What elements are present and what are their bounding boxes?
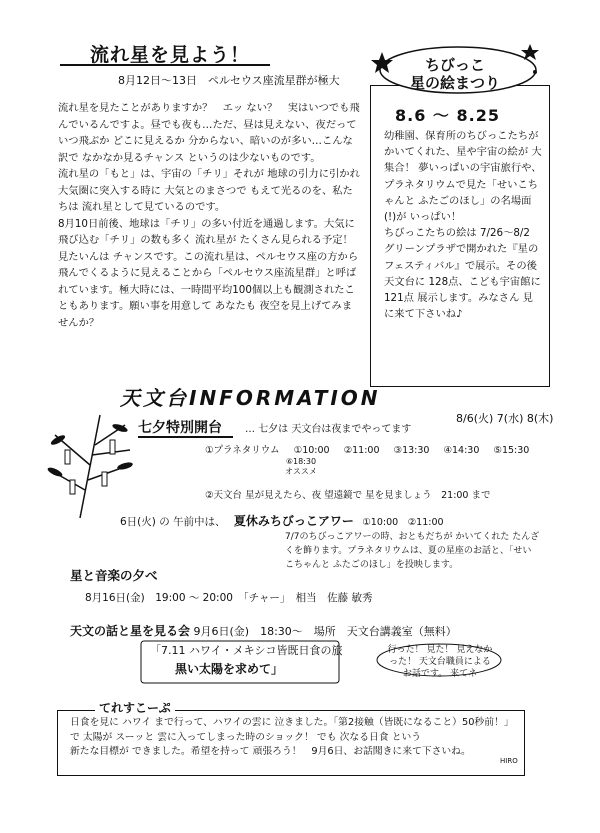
kids-paragraph: ちびっこたちの絵は 7/26〜8/2 グリーンプラザで開かれた『星のフェスティバル』で展示。その後 天文台に 128点、こども宇宙館に 121点 展示します。みなさん 見に来て下さいね♪ — [384, 227, 541, 321]
information-dates: 8/6(火) 7(水) 8(木) — [456, 412, 554, 425]
meteor-article-title: 流れ星を見よう！ — [90, 44, 251, 66]
kids-title-line1: ちびっこ — [424, 56, 485, 74]
observatory-schedule — [205, 487, 491, 501]
news-line: 日食を見に ハワイ まで行って、ハワイの雲に 泣きました。「第2接触（皆既になること）50秒前！」で 太陽が スーッと 雲に入ってしまった時のショック！ でも 次なる日食 という — [70, 717, 514, 743]
title-underline — [138, 436, 233, 438]
summer-times: ①10:00 ②11:00 — [362, 517, 444, 528]
kids-title-line2: 星の絵まつり — [409, 74, 500, 92]
meteor-article-subtitle: 8月12日〜13日 ペルセウス座流星群が極大 — [118, 74, 340, 87]
kids-paragraph: 幼稚園、保育所のちびっこたちが かいてくれた、星や宇宙の絵が 大集合！ 夢いっぱいの宇宙旅行や、プラネタリウムで見た「せいこちゃんと ふたごのほし」の名場面(!)が いっぱい！ — [384, 130, 542, 224]
speech-bubble-text: 行った！ 見た！ 見えなかった！ 天文台職員による お話です。 来てネ — [387, 645, 493, 679]
author-signature: HIRO — [500, 757, 518, 765]
planetarium-time: ②11:00 — [343, 445, 380, 456]
lecture-row — [70, 622, 457, 639]
tanabata-note: … 七夕は 天文台は夜までやってます — [245, 424, 412, 435]
telescope-column-body — [70, 716, 520, 760]
planetarium-time: ③13:30 — [393, 445, 430, 456]
late-show — [285, 457, 317, 477]
planetarium-time: ④14:30 — [443, 445, 480, 456]
lecture-details: 9月6日(金) 18:30～ 場所 天文台講義室（無料） — [193, 625, 457, 638]
meteor-article-body — [58, 100, 360, 331]
observatory-label: ②天文台 — [205, 490, 243, 501]
star-music-title: 星と音楽の夕べ — [70, 568, 158, 583]
planetarium-time: ①10:00 — [293, 445, 330, 456]
planetarium-schedule — [205, 442, 540, 456]
star-music-details: 8月16日(金) 19:00 ～ 20:00 「チャー」 相当 佐藤 敏秀 — [85, 592, 373, 604]
tanabata-title: 七夕特別開台 — [138, 420, 222, 436]
summer-day: 6日(火) の 午前中は、 — [120, 516, 226, 528]
lecture-title: 天文の話と星を見る会 — [70, 624, 191, 638]
meteor-paragraph: 流れ星を見たことがありますか？ エッ ない？ 実はいつでも飛んでいるんですよ。昼でも夜も…ただ、昼は見えない、夜だって いつ飛ぶか どこに見えるか 分からない、暗いのが多い…こんな訳で なかなか見るチャンス というのは少ないものです。 — [58, 102, 360, 164]
title-underline — [60, 64, 270, 66]
kids-festival-title — [385, 56, 525, 92]
summer-kids-hour — [120, 512, 444, 529]
observatory-text: 星が見えたら、夜 望遠鏡で 星を見ましょう 21:00 まで — [245, 490, 491, 501]
planetarium-label: ①プラネタリウム — [205, 445, 280, 456]
summer-event-name: 夏休みちびっこアワー — [233, 514, 354, 528]
bamboo-decoration-icon — [40, 410, 140, 520]
telescope-column-title: てれすこーぷ — [95, 699, 175, 716]
summer-kids-hour-description: 7/7のちびっこアワーの時、おともだちが かいてくれた たんざくを飾ります。プラネタリウムは、夏の星座のお話と、「せいこちゃんと ふたごのほし」を投映します。 — [285, 532, 540, 570]
lecture-topic-line2: 黒い太陽を求めて」 — [175, 662, 284, 676]
planetarium-time: ⑤15:30 — [493, 445, 530, 456]
information-heading: 天文台INFORMATION — [120, 386, 381, 410]
late-show-note: オススメ — [285, 467, 317, 476]
sparkle-icon — [533, 70, 537, 74]
late-show-time: ⑥18:30 — [285, 457, 317, 466]
meteor-paragraph: 8月10日前後、地球は「チリ」の多い付近を通過します。大気に飛び込む「チリ」の数も多く 流れ星が たくさん見られる予定！ 見たいんは チャンスです。この流れ星は、ペルセウス座の方から 飛んでくるように見えることから「ペルセウス座流星群」と呼ばれています。極大時には、一時間平均100個以上も観測されたこともあります。願い事を用意して あなたも 夜空を見上げてみませんか？ — [58, 217, 359, 329]
news-line: 新たな目標が できました。希望を持って 頑張ろう！ 9月6日、お話聞きに来て下さいね。 — [70, 746, 471, 757]
lecture-topic-line1: 「7.11 ハワイ・メキシコ皆既日食の旅 — [150, 644, 343, 657]
kids-festival-dates: 8.6 ～ 8.25 — [395, 106, 500, 125]
meteor-paragraph: 流れ星の「もと」は、宇宙の「チリ」それが 地球の引力に引かれ 大気圏に突入する時に 大気とのまさつで もえて光るのを、私たちは 流れ星として見ているのです。 — [58, 168, 360, 213]
kids-festival-body — [384, 128, 542, 322]
